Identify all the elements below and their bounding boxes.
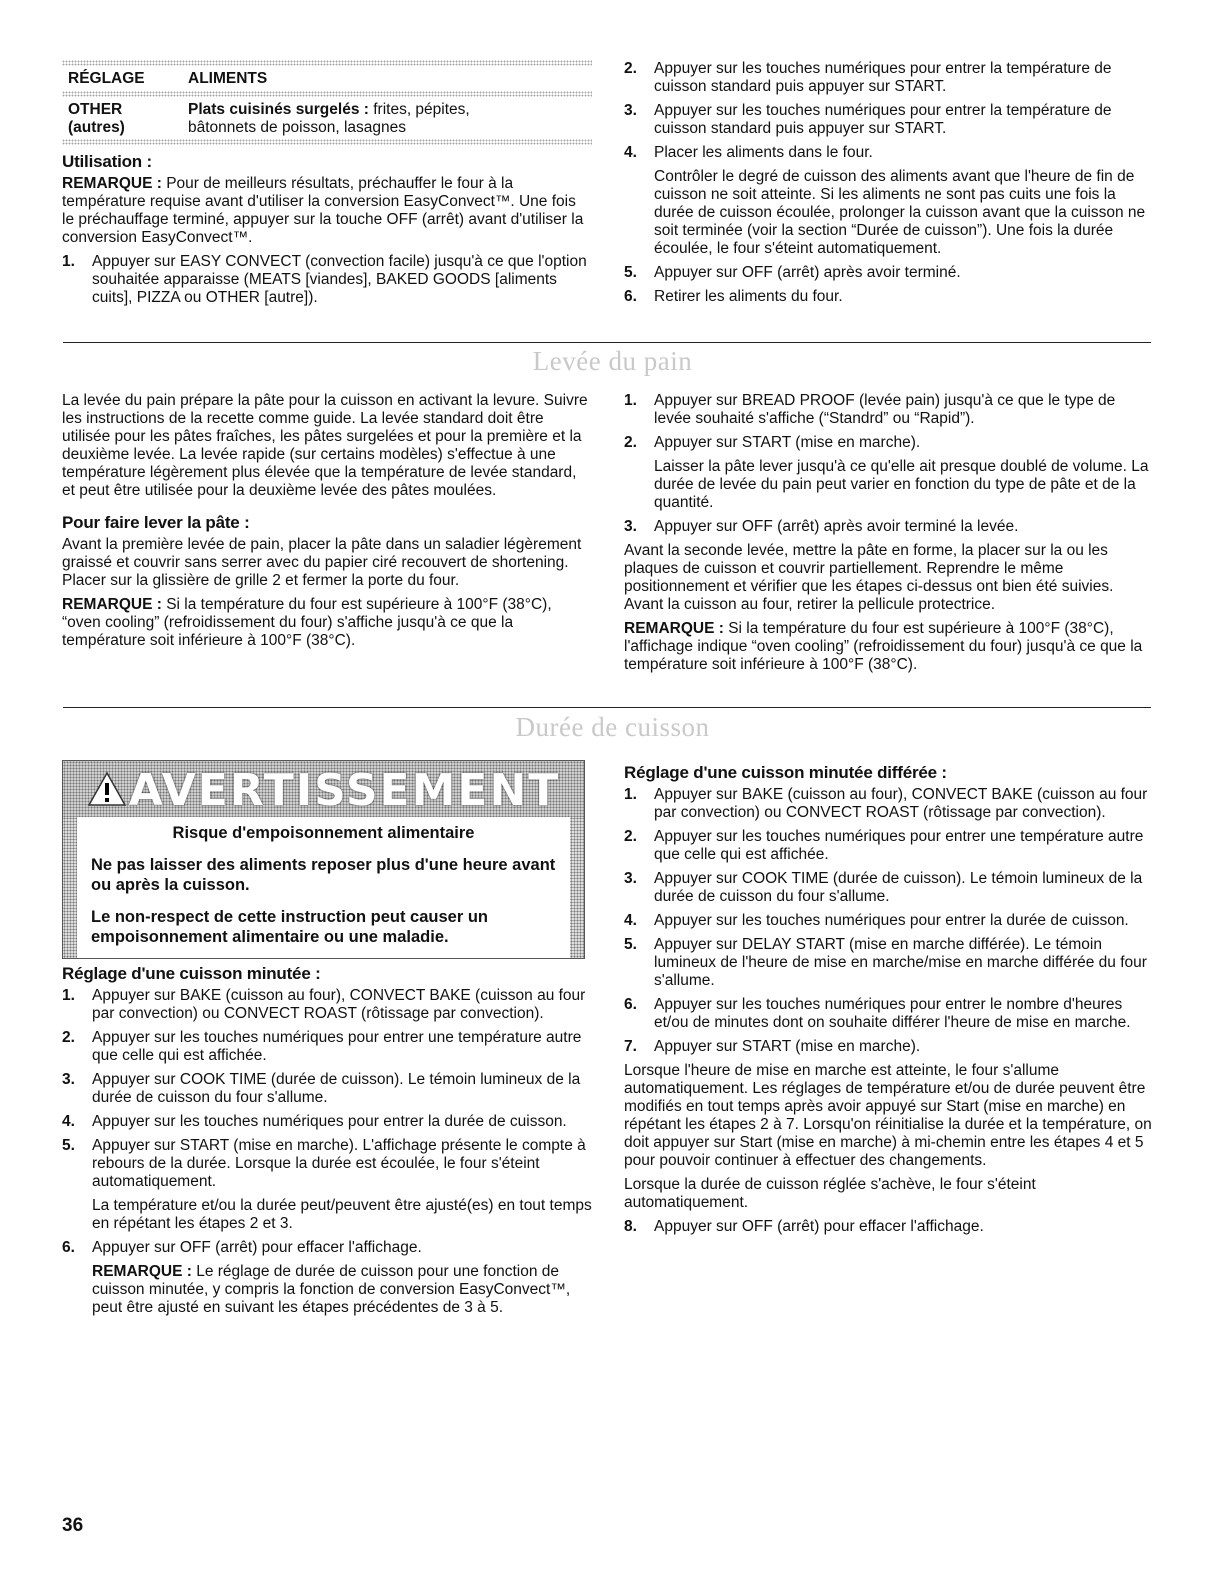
setting-sub: (autres)	[68, 119, 125, 136]
warning-subtitle: Risque d'empoisonnement alimentaire	[172, 824, 475, 842]
step-number: 6.	[62, 1239, 75, 1256]
bread-note2	[624, 620, 1152, 674]
warning-line1: Ne pas laisser des aliments reposer plus d'une heure avant ou après la cuisson.	[91, 856, 556, 894]
step-text: Appuyer sur OFF (arrêt) pour effacer l'affichage.	[92, 1239, 422, 1256]
step-text: Appuyer sur les touches numériques pour entrer une température autre que celle qui est affichée.	[654, 828, 1144, 863]
list-item	[624, 264, 1152, 282]
list-item	[62, 253, 592, 307]
step-number: 5.	[624, 936, 637, 953]
step-number: 2.	[624, 828, 637, 845]
list-item	[624, 996, 1152, 1032]
bread-note	[62, 596, 592, 650]
list-item	[624, 1218, 1152, 1236]
list-item	[624, 936, 1152, 990]
table-header-setting: RÉGLAGE	[68, 70, 145, 87]
step-number: 6.	[624, 996, 637, 1013]
bread-section-title: Levée du pain	[532, 346, 693, 376]
step-number: 4.	[624, 144, 637, 161]
list-item	[624, 912, 1152, 930]
list-item	[624, 288, 1152, 306]
step-number: 5.	[624, 264, 637, 281]
step-number: 1.	[62, 253, 75, 270]
warning-header-bar	[63, 761, 584, 817]
list-item	[62, 1029, 592, 1065]
note-label: REMARQUE :	[92, 1263, 192, 1280]
step-number: 2.	[62, 1029, 75, 1046]
step-text: Appuyer sur OFF (arrêt) après avoir terminé la levée.	[654, 518, 1019, 535]
warning-box	[62, 760, 585, 959]
timed-heading: Réglage d'une cuisson minutée :	[62, 964, 321, 983]
food-rest: frites, pépites,	[368, 101, 470, 118]
utilisation-steps-right	[624, 60, 1152, 306]
table-bottom-rule	[62, 139, 592, 145]
section-divider	[63, 342, 1151, 343]
step-text: Appuyer sur les touches numériques pour entrer la durée de cuisson.	[92, 1113, 567, 1130]
step-number: 1.	[62, 987, 75, 1004]
step-text: Appuyer sur les touches numériques pour entrer la durée de cuisson.	[654, 912, 1129, 929]
table-header	[62, 66, 592, 91]
warning-left-border	[63, 817, 77, 958]
step-text: Appuyer sur BAKE (cuisson au four), CONVECT BAKE (cuisson au four par convection) ou CONVECT ROAST (rôtissage par convection).	[92, 987, 586, 1022]
bread-subheading: Pour faire lever la pâte :	[62, 513, 250, 532]
list-item	[624, 786, 1152, 822]
step-number: 5.	[62, 1137, 75, 1154]
list-item	[624, 1038, 1152, 1056]
utilisation-note	[62, 175, 592, 247]
step-text: Appuyer sur les touches numériques pour entrer la température de cuisson standard puis appuyer sur START.	[654, 102, 1112, 137]
list-item	[624, 392, 1152, 428]
note-text: Si la température du four est supérieure à 100°F (38°C), l'affichage indique “oven cooling” (refroidissement du four) jusqu'à ce que la température soit inférieure à 100°F (38°C).	[624, 620, 1143, 673]
setting-name: OTHER	[68, 101, 123, 118]
step-number: 2.	[624, 434, 637, 451]
page-number: 36	[62, 1515, 84, 1536]
step-text: Appuyer sur BAKE (cuisson au four), CONVECT BAKE (cuisson au four par convection) ou CONVECT ROAST (rôtissage par convection).	[654, 786, 1148, 821]
bread-right-column	[624, 392, 1152, 680]
list-item	[62, 987, 592, 1023]
list-item	[624, 102, 1152, 138]
list-item	[62, 1137, 592, 1233]
warning-right-border	[570, 817, 584, 958]
bread-para: Avant la première levée de pain, placer la pâte dans un saladier légèrement graissé et couvrir sans serrer avec du papier ciré recouvert de shortening. Placer sur la glissière de grille 2 et fermer la porte du four.	[62, 536, 582, 589]
list-item	[624, 60, 1152, 96]
delayed-para2: Lorsque la durée de cuisson réglée s'achève, le four s'éteint automatiquement.	[624, 1176, 1036, 1211]
step-text: Appuyer sur COOK TIME (durée de cuisson). Le témoin lumineux de la durée de cuisson du four s'allume.	[92, 1071, 581, 1106]
step-number: 4.	[62, 1113, 75, 1130]
table-row-setting	[62, 101, 188, 137]
step-text: Appuyer sur START (mise en marche).	[654, 1038, 921, 1055]
step-text: Appuyer sur DELAY START (mise en marche différée). Le témoin lumineux de l'heure de mise en marche/mise en marche différée du four s'allume.	[654, 936, 1147, 989]
step-text: Retirer les aliments du four.	[654, 288, 843, 305]
step-text: Appuyer sur les touches numériques pour entrer une température autre que celle qui est affichée.	[92, 1029, 582, 1064]
cook-time-section-title: Durée de cuisson	[515, 712, 710, 742]
step-text: Appuyer sur OFF (arrêt) après avoir terminé.	[654, 264, 961, 281]
step-text: Appuyer sur EASY CONVECT (convection facile) jusqu'à ce que l'option souhaitée apparaisse (MEATS [viandes], BAKED GOODS [aliments cuits], PIZZA ou OTHER [autre]).	[92, 253, 587, 306]
note-label: REMARQUE :	[62, 175, 162, 192]
utilisation-heading: Utilisation :	[62, 152, 152, 171]
list-item	[62, 1239, 592, 1317]
list-item	[624, 828, 1152, 864]
timed-note	[92, 1263, 592, 1317]
step-text: Appuyer sur COOK TIME (durée de cuisson). Le témoin lumineux de la durée de cuisson du four s'allume.	[654, 870, 1143, 905]
list-item	[624, 434, 1152, 512]
table-row-food	[188, 101, 470, 137]
step-number: 8.	[624, 1218, 637, 1235]
note-label: REMARQUE :	[624, 620, 724, 637]
step-text: Appuyer sur BREAD PROOF (levée pain) jusqu'à ce que le type de levée souhaité s'affiche (“Standrd” ou “Rapid”).	[654, 392, 1116, 427]
step-text: Appuyer sur START (mise en marche). L'affichage présente le compte à rebours de la durée. Lorsque la durée est écoulée, le four s'éteint automatiquement.	[92, 1137, 586, 1190]
list-item	[62, 1071, 592, 1107]
step-number: 3.	[62, 1071, 75, 1088]
utilisation-steps-left	[62, 253, 592, 307]
delayed-cooking-column	[624, 764, 1152, 1242]
step-text: Appuyer sur les touches numériques pour entrer le nombre d'heures et/ou de minutes dont on souhaite différer l'heure de mise en marche.	[654, 996, 1131, 1031]
note-text: Pour de meilleurs résultats, préchauffer le four à la température requise avant d'utiliser la conversion EasyConvect™. Une fois le préchauffage terminé, appuyer sur la touche OFF (arrêt) avant d'utiliser la conversion EasyConvect™.	[62, 175, 584, 246]
note-label: REMARQUE :	[62, 596, 162, 613]
note-text: Le réglage de durée de cuisson pour une fonction de cuisson minutée, y compris la fonction de conversion EasyConvect™, peut être ajusté en suivant les étapes précédentes de 3 à 5.	[92, 1263, 571, 1316]
list-item	[624, 144, 1152, 258]
step-number: 2.	[624, 60, 637, 77]
list-item	[624, 518, 1152, 536]
step-continuation: Laisser la pâte lever jusqu'à ce qu'elle ait presque doublé de volume. La durée de levée du pain peut varier en fonction du type de pâte et de la quantité.	[654, 458, 1149, 511]
bread-intro: La levée du pain prépare la pâte pour la cuisson en activant la levure. Suivre les instructions de la recette comme guide. La levée standard doit être utilisée pour les pâtes fraîches, les pâtes surgelées et pour la première et la deuxième levée. La levée rapide (sur certains modèles) s'effectue à une température légèrement plus élevée que la température de levée standard, et peut être utilisée pour la deuxième levée des pâtes moulées.	[62, 392, 588, 499]
warning-body	[91, 823, 556, 947]
top-right-column	[624, 60, 1152, 312]
delayed-final-step	[624, 1218, 1152, 1236]
timed-steps	[62, 987, 592, 1317]
step-number: 1.	[624, 392, 637, 409]
step-text: Appuyer sur START (mise en marche).	[654, 434, 921, 451]
step-text: Appuyer sur OFF (arrêt) pour effacer l'affichage.	[654, 1218, 984, 1235]
bread-after: Avant la seconde levée, mettre la pâte en forme, la placer sur la ou les plaques de cuisson et couvrir partiellement. Reprendre le même positionnement et vérifier que les étapes ci-dessus ont bien été suivies. Avant la cuisson au four, retirer la pellicule protectrice.	[624, 542, 1114, 613]
step-text: Placer les aliments dans le four.	[654, 144, 873, 161]
step-number: 3.	[624, 870, 637, 887]
timed-cooking-column	[62, 965, 592, 1323]
section-divider	[63, 707, 1151, 708]
step-number: 7.	[624, 1038, 637, 1055]
warning-line2: Le non-respect de cette instruction peut causer un empoisonnement alimentaire ou une maladie.	[91, 908, 488, 946]
list-item	[624, 870, 1152, 906]
step-number: 1.	[624, 786, 637, 803]
step-number: 3.	[624, 518, 637, 535]
warning-title-text: AVERTISSEMENT	[128, 765, 561, 816]
table-header-food: ALIMENTS	[188, 70, 268, 87]
delayed-para1: Lorsque l'heure de mise en marche est atteinte, le four s'allume automatiquement. Les réglages de température et/ou de durée peuvent être modifiés en tout temps après avoir appuyé sur Start (mise en marche) en répétant les étapes 2 à 7. Lorsqu'on réinitialise la durée et la température, on doit appuyer sur Start (mise en marche) à mi-chemin entre les étapes 4 et 5 pour pouvoir continuer à effectuer des changements.	[624, 1062, 1152, 1169]
warning-triangle-icon	[87, 771, 127, 807]
step-continuation: Contrôler le degré de cuisson des aliments avant que l'heure de fin de cuisson ne soit atteinte. Si les aliments ne sont pas cuits une fois la durée de cuisson écoulée, prolonger la cuisson avant que la cuisson ne soit terminée (voir la section “Durée de cuisson”). Une fois la durée écoulée, le four s'éteint automatiquement.	[654, 168, 1146, 257]
list-item	[62, 1113, 592, 1131]
delayed-heading: Réglage d'une cuisson minutée différée :	[624, 763, 947, 782]
top-left-column	[62, 60, 592, 313]
step-text: Appuyer sur les touches numériques pour entrer la température de cuisson standard puis appuyer sur START.	[654, 60, 1112, 95]
bread-left-column	[62, 392, 592, 656]
step-continuation: La température et/ou la durée peut/peuvent être ajusté(es) en tout temps en répétant les étapes 2 et 3.	[92, 1197, 592, 1232]
warning-title	[63, 765, 584, 816]
bread-steps	[624, 392, 1152, 536]
delayed-steps	[624, 786, 1152, 1056]
table-row	[62, 97, 592, 139]
step-number: 3.	[624, 102, 637, 119]
food-bold: Plats cuisinés surgelés :	[188, 101, 369, 118]
food-line2: bâtonnets de poisson, lasagnes	[188, 119, 407, 136]
step-number: 6.	[624, 288, 637, 305]
note-text: Si la température du four est supérieure à 100°F (38°C), “oven cooling” (refroidissement du four) s'affiche jusqu'à ce que la température soit inférieure à 100°F (38°C).	[62, 596, 552, 649]
step-number: 4.	[624, 912, 637, 929]
